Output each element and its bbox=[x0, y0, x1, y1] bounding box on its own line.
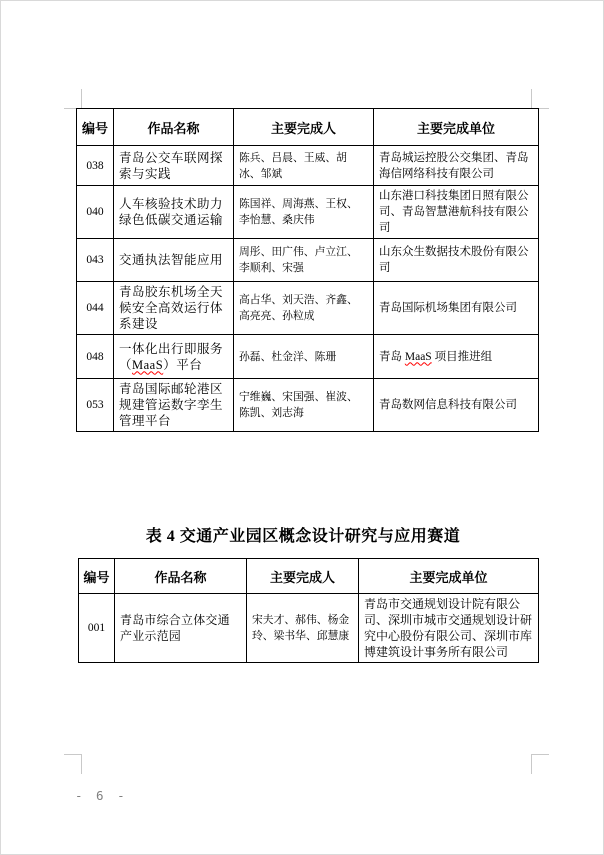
cell-contributors: 陈国祥、周海燕、王权、李怡慧、桑庆伟 bbox=[234, 186, 374, 239]
cell-entry-number: 048 bbox=[77, 335, 114, 379]
work-name-text: 一体化出行即服务（ bbox=[119, 341, 224, 372]
cell-contributors: 陈兵、吕晨、王威、胡冰、邹斌 bbox=[234, 146, 374, 186]
header-units: 主要完成单位 bbox=[359, 559, 539, 594]
header-units: 主要完成单位 bbox=[374, 109, 539, 146]
cell-units: 青岛数网信息科技有限公司 bbox=[374, 379, 539, 432]
cell-units: 山东众生数据技术股份有限公司 bbox=[374, 239, 539, 282]
cell-contributors: 周彤、田广伟、卢立江、李顺利、宋强 bbox=[234, 239, 374, 282]
table-row bbox=[77, 239, 539, 282]
margin-corner-mark-top-left bbox=[64, 89, 82, 109]
cell-entry-number: 044 bbox=[77, 282, 114, 335]
cell-work-name bbox=[114, 335, 234, 379]
cell-entry-number: 040 bbox=[77, 186, 114, 239]
header-work-name: 作品名称 bbox=[114, 109, 234, 146]
margin-corner-mark-bottom-left bbox=[64, 754, 82, 774]
units-text: 项目推进组 bbox=[431, 350, 493, 363]
cell-entry-number: 053 bbox=[77, 379, 114, 432]
cell-work-name: 青岛国际邮轮港区规建管运数字孪生管理平台 bbox=[114, 379, 234, 432]
cell-units: 青岛国际机场集团有限公司 bbox=[374, 282, 539, 335]
cell-contributors: 宋夫才、郝伟、杨金玲、梁书华、邱慧康 bbox=[247, 594, 359, 663]
awards-table-industrial-park bbox=[78, 558, 539, 663]
cell-work-name: 人车核验技术助力绿色低碳交通运输 bbox=[114, 186, 234, 239]
table-row bbox=[77, 379, 539, 432]
units-text: 青岛 bbox=[379, 350, 405, 363]
awards-table-smart-transport bbox=[76, 108, 539, 432]
cell-work-name: 青岛胶东机场全天候安全高效运行体系建设 bbox=[114, 282, 234, 335]
cell-entry-number: 001 bbox=[79, 594, 115, 663]
maas-spellcheck-underline: MaaS bbox=[404, 350, 432, 363]
margin-corner-mark-bottom-right bbox=[531, 754, 549, 774]
cell-entry-number: 043 bbox=[77, 239, 114, 282]
margin-corner-mark-top-right bbox=[531, 89, 549, 109]
table-row bbox=[77, 282, 539, 335]
cell-units bbox=[374, 335, 539, 379]
cell-units: 山东港口科技集团日照有限公司、青岛智慧港航科技有限公司 bbox=[374, 186, 539, 239]
table-row bbox=[79, 594, 539, 663]
cell-units: 青岛市交通规划设计院有限公司、深圳市城市交通规划设计研究中心股份有限公司、深圳市库博建筑设计事务所有限公司 bbox=[359, 594, 539, 663]
cell-contributors: 高占华、刘天浩、齐鑫、高亮亮、孙粒成 bbox=[234, 282, 374, 335]
header-contributors: 主要完成人 bbox=[234, 109, 374, 146]
cell-contributors: 宁维巍、宋国强、崔波、陈凯、刘志海 bbox=[234, 379, 374, 432]
cell-units: 青岛城运控股公交集团、青岛海信网络科技有限公司 bbox=[374, 146, 539, 186]
work-name-text: ）平台 bbox=[163, 357, 203, 372]
table-header-row bbox=[77, 109, 539, 146]
table-row bbox=[77, 146, 539, 186]
header-contributors: 主要完成人 bbox=[247, 559, 359, 594]
cell-contributors: 孙磊、杜金洋、陈珊 bbox=[234, 335, 374, 379]
maas-spellcheck-underline: MaaS bbox=[132, 357, 164, 372]
cell-work-name: 交通执法智能应用 bbox=[114, 239, 234, 282]
header-work-name: 作品名称 bbox=[115, 559, 247, 594]
header-entry-number: 编号 bbox=[79, 559, 115, 594]
table4-caption: 表 4 交通产业园区概念设计研究与应用赛道 bbox=[145, 528, 461, 545]
cell-entry-number: 038 bbox=[77, 146, 114, 186]
header-entry-number: 编号 bbox=[77, 109, 114, 146]
table-row bbox=[77, 186, 539, 239]
cell-work-name: 青岛公交车联网探索与实践 bbox=[114, 146, 234, 186]
table-row bbox=[77, 335, 539, 379]
table-header-row bbox=[79, 559, 539, 594]
cell-work-name: 青岛市综合立体交通产业示范园 bbox=[115, 594, 247, 663]
page-number: - 6 - bbox=[75, 788, 128, 803]
